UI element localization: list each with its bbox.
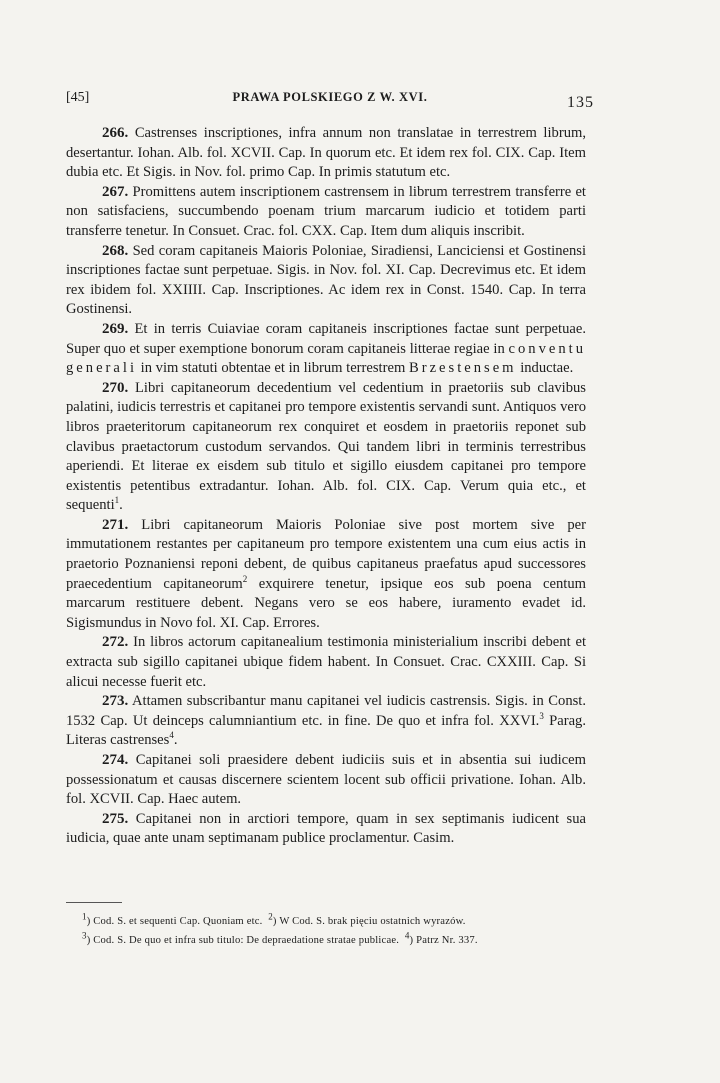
paragraph-number: 273.	[102, 693, 129, 710]
paragraph-text: Libri capitaneorum Maioris Poloniae sive post mortem sive per immutationem restantes per capitaneum pro tempore existentem una cum eius actis in praetorio Poznaniensi reponi debent, de quibus capitaneus praefatus apud successores praecedentium capitaneorum	[66, 516, 586, 592]
paragraph-number: 267.	[102, 183, 129, 200]
paragraph-272	[66, 633, 586, 692]
paragraph-number: 275.	[102, 810, 129, 827]
paragraph-266	[66, 124, 586, 183]
paragraph-267	[66, 183, 586, 242]
running-header	[66, 88, 594, 112]
paragraph-274	[66, 751, 586, 810]
paragraph-text: Castrenses inscriptiones, infra annum non translatae in terrestrem librum, desertantur. Iohan. Alb. fol. XCVII. Cap. In quorum etc. Et idem rex fol. CIX. Cap. Item dubia etc. Et Sigis. in Nov. fol. primo Cap. In primis statutum etc.	[66, 125, 586, 181]
paragraph-text: Sed coram capitaneis Maioris Poloniae, Siradiensi, Lanciciensi et Gostinensi inscriptiones factae sunt perpetuae. Sigis. in Nov. fol. XI. Cap. Decrevimus etc. Et idem rex ibidem fol. XXIIII. Cap. Inscriptiones. Ac idem rex in Const. 1540. Cap. In terra Gostinensi.	[66, 242, 587, 318]
footnote-text: Cod. S. De quo et infra sub titulo: De depraedatione stratae publicae.	[93, 935, 400, 946]
paragraph-number: 272.	[102, 634, 129, 651]
footnote-divider	[66, 902, 122, 903]
paragraph-text: Parag. Literas castrenses	[66, 712, 586, 749]
signature-mark: [45]	[66, 90, 90, 105]
footnote-mark: 2	[268, 911, 273, 922]
paragraph-text: .	[119, 497, 123, 514]
footnote-ref[interactable]: 1	[114, 495, 120, 506]
running-title: PRAWA POLSKIEGO Z W. XVI.	[232, 90, 428, 104]
paragraph-text: In libros actorum capitanealium testimonia ministerialium inscribi debent et extracta sub sigillo capitanei ubique fidem habent. In Consuet. Crac. CXXIII. Cap. Si alicui necesse fuerit etc.	[66, 634, 586, 690]
paragraph-number: 271.	[102, 516, 129, 533]
page-number: 135	[567, 94, 594, 111]
paragraph-text: Et in terris Cuiaviae coram capitaneis inscriptiones factae sunt perpetuae. Super quo et super exemptione bonorum coram capitaneis litterae regiae in	[66, 320, 586, 357]
footnote-mark: 3	[82, 930, 87, 941]
paragraph-text: Libri capitaneorum decedentium vel cedentium in praetoriis sub clavibus palatini, iudicis terrestris et capitanei pro tempore existentis servandi sunt. Antiquos vero libros praeteritorum capitaneorum rex conquiret et eosdem in praetoriis reponet sub clavibus praetactorum custodum servandos. Qui tandem libri in terminis terrestribus aperiendi. Et literae ex eisdem sub titulo et sigillo eiusdem capitanei pro tempore existentis petentibus extradantur. Iohan. Alb. fol. CIX. Cap. Verum quia etc., et sequenti	[66, 379, 586, 514]
footnote-ref[interactable]: 4	[169, 730, 174, 741]
paragraph-273	[66, 692, 586, 751]
paragraph-number: 266.	[102, 125, 129, 141]
paragraph-text: .	[173, 732, 178, 749]
paragraph-number: 269.	[102, 320, 129, 337]
footnote-mark: 1	[82, 911, 87, 922]
main-text	[66, 124, 586, 849]
paragraph-text: Promittens autem inscriptionem castrensem in librum terrestrem transferre et non satisfaciens, succumbendo poenam trium marcarum iudicio et totidem parti transferre tenetur. In Consuet. Crac. fol. CXX. Cap. Item dum aliquis inscribit.	[66, 183, 586, 239]
paragraph-number: 270.	[102, 379, 129, 396]
paragraph-269	[66, 320, 586, 379]
paragraph-text: in vim statuti obtentae et in librum terrestrem	[140, 360, 406, 377]
paragraph-text: inductae.	[520, 360, 574, 377]
paragraph-270	[66, 379, 586, 516]
footnote-text: Cod. S. et sequenti Cap. Quoniam etc.	[93, 916, 263, 927]
footnote-ref[interactable]: 2	[242, 573, 248, 584]
paragraph-number: 268.	[102, 242, 129, 259]
paragraph-number: 274.	[102, 752, 129, 768]
footnotes	[82, 912, 588, 950]
footnote-text: Patrz Nr. 337.	[416, 935, 478, 946]
paragraph-text: exquirere tenetur, ipsique eos sub poena centum marcarum restituere debent. Negans vero se eos habere, iuramento evadet id. Sigismundus in Novo fol. XI. Cap. Errores.	[66, 575, 586, 631]
paragraph-268	[66, 242, 586, 320]
spaced-emphasis: Brzestensem	[408, 360, 517, 377]
footnote-ref[interactable]: 3	[539, 710, 544, 721]
paragraph-text: Capitanei soli praesidere debent iudiciis suis et in absentia sui iudicem possessionatum et causas discernere scientem locent sub officii privatione. Iohan. Alb. fol. XCVII. Cap. Haec autem.	[66, 752, 586, 808]
paragraph-text: Attamen subscribantur manu capitanei vel iudicis castrensis. Sigis. in Const. 1532 Cap. Ut deinceps calumniantium etc. in fine. De quo et infra fol. XXVI.	[66, 693, 586, 729]
paragraph-271	[66, 516, 586, 634]
spaced-emphasis: conventu generali	[66, 340, 587, 377]
paragraph-275	[66, 810, 586, 849]
footnote-line: $^3$) Cod. S. De quo et infra sub titulo: De depraedatione stratae publicae. $^4$) Patrz Nr. 337.	[82, 930, 478, 946]
footnote-text: W Cod. S. brak pięciu ostatnich wyrazów.	[279, 916, 466, 927]
footnote-line: $^1$) Cod. S. et sequenti Cap. Quoniam etc. $^2$) W Cod. S. brak pięciu ostatnich wyrazów.	[82, 911, 466, 927]
footnote-mark: 4	[404, 930, 410, 941]
paragraph-text: Capitanei non in arctiori tempore, quam in sex septimanis iudicent sua iudicia, quae ante unam septimanam publice proclamentur. Casim.	[66, 810, 586, 847]
